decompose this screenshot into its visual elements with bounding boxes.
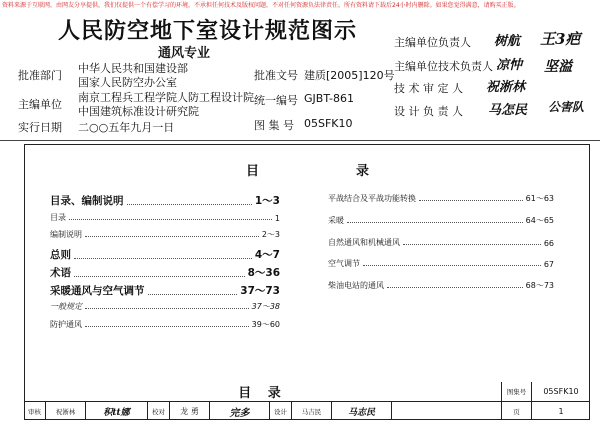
design-label: 设计 <box>270 402 292 420</box>
blank-cell <box>392 402 502 420</box>
toc-entry-pages: 68～73 <box>525 281 554 290</box>
copyright-notice: 资料来源于互联网，由网友分享提供，我们仅提供一个有偿学习的环境，不承担任何技术及版权问题，不对任何资源负法律责任。所有资料请下载后24小时内删除。如果您觉得满意，请购买正版。 <box>2 2 520 9</box>
toc-entry-title: 一般规定 <box>50 302 82 311</box>
page-label: 页 <box>502 402 532 420</box>
toc-entry-pages: 2～3 <box>261 230 280 239</box>
toc-entry-title: 目录、编制说明 <box>50 195 124 207</box>
toc-leader-dots <box>148 293 238 295</box>
cover-header <box>0 0 600 142</box>
design-name: 马吉民 <box>292 402 332 420</box>
toc-leader-dots <box>85 235 259 237</box>
toc-leader-dots <box>85 307 249 309</box>
proof-signature: 完多 <box>210 402 270 420</box>
toc-entry-pages: 39～60 <box>251 320 280 329</box>
toc-title-right: 录 <box>356 164 370 179</box>
toc-entry-title: 编制说明 <box>50 230 82 239</box>
review-label: 审核 <box>24 402 46 420</box>
toc-title-left: 目 <box>246 164 260 179</box>
proof-name: 龙 勇 <box>170 402 210 420</box>
toc-entry-pages: 37～38 <box>251 302 280 311</box>
resp-sig1-2: 凉忡 <box>496 58 523 73</box>
toc-entry-title: 自然通风和机械通风 <box>328 238 400 247</box>
toc-entry <box>328 280 554 291</box>
toc-entry <box>50 283 280 298</box>
title-block <box>24 382 590 420</box>
toc-entry-title: 采暖通风与空气调节 <box>50 285 145 297</box>
editor-label: 主编单位 <box>18 98 62 111</box>
toc-entry-pages: 67 <box>543 260 554 269</box>
page-value: 1 <box>558 406 564 416</box>
toc-entry-title: 术语 <box>50 267 71 279</box>
toc-leader-dots <box>403 243 541 245</box>
toc-entry-title: 目录 <box>50 213 66 222</box>
toc-entry <box>50 212 280 223</box>
resp-sig2-2: 坚溢 <box>544 59 572 75</box>
toc-entry-title: 总则 <box>50 249 71 261</box>
toc-entry <box>50 301 280 312</box>
resp-sig1-3: 祝淅林 <box>486 80 526 95</box>
toc-entry-pages: 8～36 <box>247 267 280 279</box>
toc-leader-dots <box>74 275 245 277</box>
toc-entry-title: 平战结合及平战功能转换 <box>328 194 416 203</box>
date-value: 二○○五年九月一日 <box>78 121 175 134</box>
toc-entry <box>328 215 554 226</box>
toc-entry-pages: 37～73 <box>240 285 280 297</box>
toc-entry-title: 防护通风 <box>50 320 82 329</box>
toc-entry-pages: 4～7 <box>254 249 280 261</box>
toc-entry-pages: 66 <box>543 239 554 248</box>
toc-entry <box>50 319 280 330</box>
header-divider <box>0 140 600 141</box>
toc-entry-pages: 61～63 <box>525 194 554 203</box>
toc-entry-pages: 1 <box>274 214 280 223</box>
atlas-no-value: 05SFK10 <box>304 117 353 130</box>
editor-line2: 中国建筑标准设计研究院 <box>78 105 199 118</box>
unified-no-label: 统一编号 <box>254 94 298 107</box>
toc-leader-dots <box>387 286 523 288</box>
toc-entry <box>50 229 280 240</box>
atlas-subtitle: 通风专业 <box>158 46 211 61</box>
toc-entry-pages: 1～3 <box>254 195 280 207</box>
toc-entry-title: 空气调节 <box>328 259 360 268</box>
editor-line1: 南京工程兵工程学院人防工程设计院 <box>78 91 254 104</box>
review-name: 祝淅林 <box>46 402 86 420</box>
atlas-no-label-cell: 图集号 <box>502 382 532 402</box>
resp-sig2-1: 王3疤 <box>540 30 581 48</box>
toc-entry <box>328 258 554 269</box>
toc-leader-dots <box>74 257 252 259</box>
resp-label-2: 主编单位技术负责人 <box>394 60 493 73</box>
toc-entry-title: 采暖 <box>328 216 344 225</box>
toc-entry-pages: 64～65 <box>525 216 554 225</box>
atlas-no-label: 图 集 号 <box>254 119 294 132</box>
atlas-no-value-cell: 05SFK10 <box>532 382 590 402</box>
approve-dept-label: 批准部门 <box>18 69 62 82</box>
title-block-title: 目 录 <box>24 382 502 402</box>
approve-no-value: 建质[2005]120号 <box>304 69 395 82</box>
toc-entry <box>50 265 280 280</box>
toc-leader-dots <box>127 203 252 205</box>
approve-dept-line1: 中华人民共和国建设部 <box>78 62 188 75</box>
resp-sig1-4: 马怎民 <box>488 103 528 118</box>
toc-entry <box>328 193 554 204</box>
approve-no-label: 批准文号 <box>254 69 298 82</box>
date-label: 实行日期 <box>18 121 62 134</box>
resp-sig2-4: 公害队 <box>548 100 585 114</box>
toc-entry <box>50 247 280 262</box>
toc-leader-dots <box>85 325 249 327</box>
toc-leader-dots <box>347 221 523 223</box>
design-signature: 马志民 <box>332 402 392 420</box>
resp-label-1: 主编单位负责人 <box>394 36 471 49</box>
toc-entry <box>50 193 280 208</box>
resp-label-3: 技 术 审 定 人 <box>394 82 463 95</box>
toc-leader-dots <box>419 199 523 201</box>
toc-leader-dots <box>363 264 541 266</box>
resp-sig1-1: 树航 <box>494 34 521 49</box>
approve-dept-line2: 国家人民防空办公室 <box>78 76 177 89</box>
atlas-title: 人民防空地下室设计规范图示 <box>58 19 358 44</box>
resp-label-4: 设 计 负 责 人 <box>394 105 463 118</box>
toc-entry-title: 柴油电站的通风 <box>328 281 384 290</box>
proof-label: 校对 <box>148 402 170 420</box>
toc-entry <box>328 237 554 248</box>
review-signature: 积tt娜 <box>86 402 148 420</box>
unified-no-value: GJBT-861 <box>304 92 354 105</box>
toc-leader-dots <box>69 218 272 220</box>
